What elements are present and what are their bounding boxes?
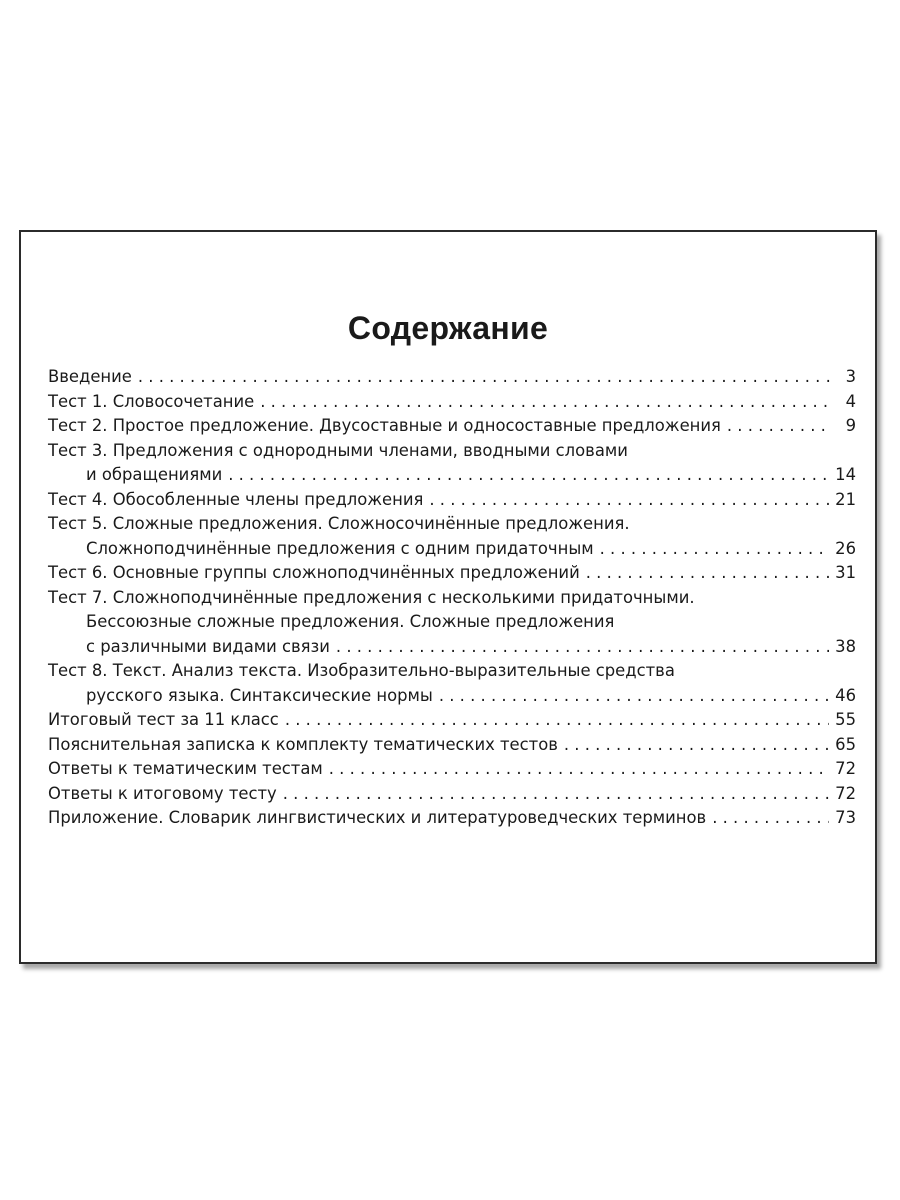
toc-entry-title: Тест 6. Основные группы сложноподчинённых предложений [48,563,580,582]
toc-entry-title: Тест 8. Текст. Анализ текста. Изобразительно-выразительные средства [48,661,675,680]
toc-entry [48,488,856,513]
toc-line [48,806,856,831]
toc-line [48,488,856,513]
toc-line [48,659,856,684]
toc-line [48,782,856,807]
toc-line [48,561,856,586]
toc-entry-title: Введение [48,367,132,386]
toc-entry-title: русского языка. Синтаксические нормы [86,685,433,705]
toc-entry [48,757,856,782]
dot-leader [285,708,829,733]
toc-entry-title: Пояснительная записка к комплекту тематических тестов [48,734,558,754]
dot-leader [586,561,829,586]
toc-page-number: 9 [845,416,856,435]
dot-leader [727,414,830,439]
toc-line [48,512,856,537]
toc-entry [48,708,856,733]
toc-entry [48,586,856,660]
toc-entry [48,512,856,561]
dot-leader [329,757,829,782]
toc-entry-title: Тест 3. Предложения с однородными членами, вводными словами [48,440,628,460]
toc-line [48,414,856,439]
toc-page-number: 55 [835,710,856,729]
dot-leader [439,684,829,709]
toc-entry [48,659,856,708]
dot-leader [228,463,829,488]
toc-page-number: 72 [835,783,856,803]
toc-page-number: 31 [835,563,856,582]
toc-page-number: 4 [845,391,856,411]
toc-entry-title: Тест 7. Сложноподчинённые предложения с несколькими придаточными. [48,587,695,607]
toc-entry [48,390,856,415]
dot-leader [336,635,829,660]
toc-entry-title: Тест 5. Сложные предложения. Сложносочинённые предложения. [48,514,630,533]
toc-page-number: 65 [835,734,856,754]
toc-entry-title: Тест 1. Словосочетание [48,391,255,411]
toc-entry [48,561,856,586]
toc-entry-title: и обращениями [86,465,223,484]
toc-line [48,365,856,390]
toc-entry-title: Тест 4. Обособленные члены предложения [48,489,424,509]
contents-card [19,230,877,964]
toc-entry [48,439,856,488]
toc-line [48,635,856,660]
dot-leader [260,390,830,415]
toc-entry-title: с различными видами связи [86,636,330,656]
toc-line [48,610,856,635]
toc-entry [48,414,856,439]
toc-entry-title: Итоговый тест за 11 класс [48,710,279,729]
toc-entry-title: Приложение. Словарик лингвистических и литературоведческих терминов [48,808,707,827]
toc-line [48,586,856,611]
dot-leader [283,782,829,807]
dot-leader [712,806,829,831]
toc-line [48,439,856,464]
toc-page-number: 46 [835,685,856,705]
toc-entry [48,806,856,831]
toc-line [48,390,856,415]
toc-line [48,537,856,562]
toc-entry-title: Тест 2. Простое предложение. Двусоставные и односоставные предложения [48,416,721,435]
toc-line [48,463,856,488]
toc-page-number: 26 [835,538,856,558]
dot-leader [564,733,829,758]
toc-entry [48,733,856,758]
toc-entry [48,365,856,390]
toc-page-number: 21 [835,489,856,509]
toc-line [48,684,856,709]
toc-page-number: 38 [835,636,856,656]
toc-entry-title: Ответы к тематическим тестам [48,759,323,778]
toc-page-number: 14 [835,465,856,484]
toc-page-number: 3 [845,367,856,386]
page-title: Содержание [347,310,549,346]
toc-entry-title: Сложноподчинённые предложения с одним придаточным [86,538,594,558]
dot-leader [138,365,830,390]
toc-line [48,733,856,758]
dot-leader [429,488,829,513]
table-of-contents [48,365,856,831]
toc-page-number: 72 [835,759,856,778]
toc-entry-title: Ответы к итоговому тесту [48,783,277,803]
toc-line [48,757,856,782]
toc-entry [48,782,856,807]
dot-leader [600,537,830,562]
toc-page-number: 73 [835,808,856,827]
toc-line [48,708,856,733]
toc-entry-title: Бессоюзные сложные предложения. Сложные предложения [86,612,615,631]
